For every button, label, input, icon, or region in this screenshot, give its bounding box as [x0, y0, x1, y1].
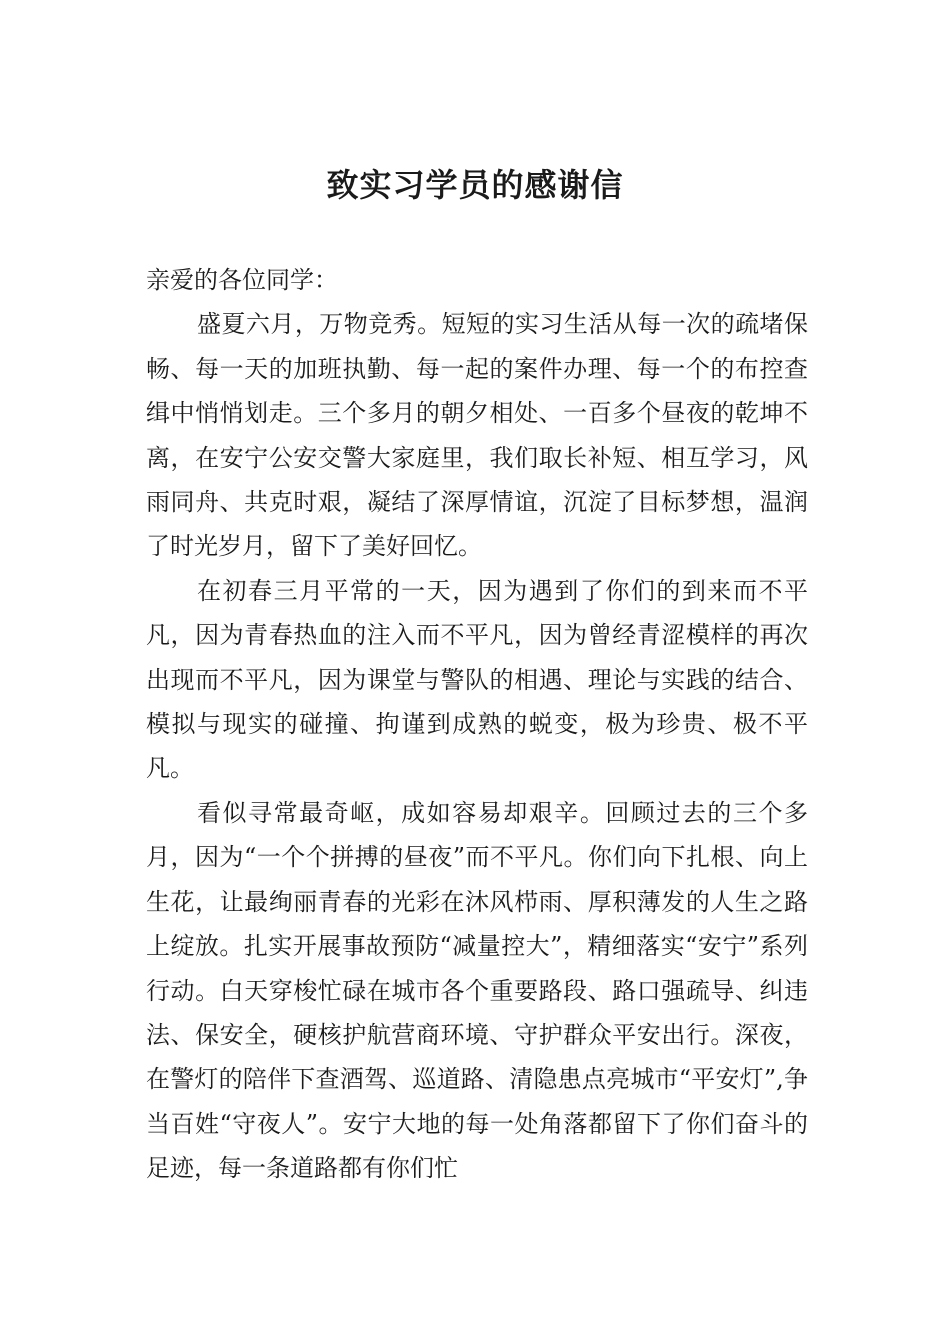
salutation: 亲爱的各位同学：: [146, 266, 338, 294]
letter-title: 致实习学员的感谢信: [326, 166, 624, 204]
paragraph-2: 在初春三月平常的一天，因为遇到了你们的到来而不平凡，因为青春热血的注入而不平凡，因为曾经青涩模样的再次出现而不平凡，因为课堂与警队的相遇、理论与实践的结合、模拟与现实的碰撞、拘谨到成熟的蜕变，极为珍贵、极不平凡。: [146, 576, 808, 783]
paragraph-1: 盛夏六月，万物竞秀。短短的实习生活从每一次的疏堵保畅、每一天的加班执勤、每一起的案件办理、每一个的布控查缉中悄悄划走。三个多月的朝夕相处、一百多个昼夜的乾坤不离，在安宁公安交警大家庭里，我们取长补短、相互学习，风雨同舟、共克时艰，凝结了深厚情谊，沉淀了目标梦想，温润了时光岁月，留下了美好回忆。: [146, 310, 808, 561]
letter-body: [146, 258, 808, 1191]
paragraph-3: 看似寻常最奇岖，成如容易却艰辛。回顾过去的三个多月，因为“一个个拼搏的昼夜”而不平凡。你们向下扎根、向上生花，让最绚丽青春的光彩在沐风栉雨、厚积薄发的人生之路上绽放。扎实开展事故预防“减量控大”，精细落实“安宁”系列行动。白天穿梭忙碌在城市各个重要路段、路口强疏导、纠违法、保安全，硬核护航营商环境、守护群众平安出行。深夜，在警灯的陪伴下查酒驾、巡道路、清隐患点亮城市“平安灯”,争当百姓“守夜人”。安宁大地的每一处角落都留下了你们奋斗的足迹，每一条道路都有你们忙: [146, 798, 808, 1183]
